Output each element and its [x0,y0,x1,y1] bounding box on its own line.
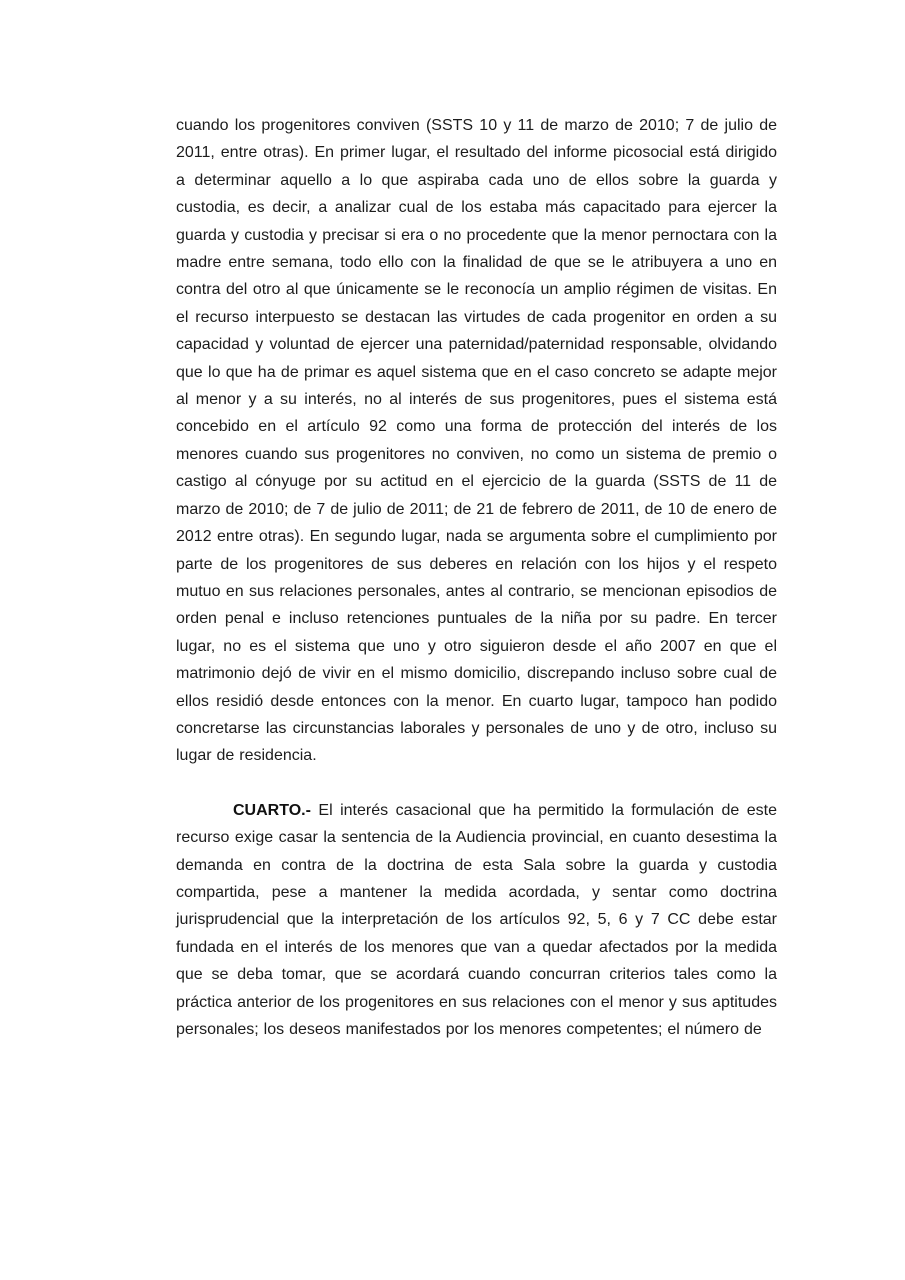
paragraph-cuarto-text: El interés casacional que ha permitido la formulación de este recurso exige casar la sentencia de la Audiencia provincial, en cuanto desestima la demanda en contra de la doctrina de esta Sala sobre la guarda y custodia compartida, pese a mantener la medida acordada, y sentar como doctrina jurisprudencial que la interpretación de los artículos 92, 5, 6 y 7 CC debe estar fundada en el interés de los menores que van a quedar afectados por la medida que se deba tomar, que se acordará cuando concurran criterios tales como la práctica anterior de los progenitores en sus relaciones con el menor y sus aptitudes personales; los deseos manifestados por los menores competentes; el número de [176,801,777,1038]
section-heading-cuarto: CUARTO.- [233,801,311,819]
paragraph-continuation: cuando los progenitores conviven (SSTS 10 y 11 de marzo de 2010; 7 de julio de 2011, entre otras). En primer lugar, el resultado del informe picosocial está dirigido a determinar aquello a lo que aspiraba cada uno de ellos sobre la guarda y custodia, es decir, a analizar cual de los estaba más capacitado para ejercer la guarda y custodia y precisar si era o no procedente que la menor pernoctara con la madre entre semana, todo ello con la finalidad de que se le atribuyera a uno en contra del otro al que únicamente se le reconocía un amplio régimen de visitas. En el recurso interpuesto se destacan las virtudes de cada progenitor en orden a su capacidad y voluntad de ejercer una paternidad/paternidad responsable, olvidando que lo que ha de primar es aquel sistema que en el caso concreto se adapte mejor al menor y a su interés, no al interés de sus progenitores, pues el sistema está concebido en el artículo 92 como una forma de protección del interés de los menores cuando sus progenitores no conviven, no como un sistema de premio o castigo al cónyuge por su actitud en el ejercicio de la guarda (SSTS de 11 de marzo de 2010; de 7 de julio de 2011; de 21 de febrero de 2011, de 10 de enero de 2012 entre otras). En segundo lugar, nada se argumenta sobre el cumplimiento por parte de los progenitores de sus deberes en relación con los hijos y el respeto mutuo en sus relaciones personales, antes al contrario, se mencionan episodios de orden penal e incluso retenciones puntuales de la niña por su padre. En tercer lugar, no es el sistema que uno y otro siguieron desde el año 2007 en que el matrimonio dejó de vivir en el mismo domicilio, discrepando incluso sobre cual de ellos residió desde entonces con la menor. En cuarto lugar, tampoco han podido concretarse las circunstancias laborales y personales de uno y de otro, incluso su lugar de residencia. [176,117,777,765]
paragraph-cuarto [176,797,777,1044]
document-page [176,112,777,1043]
